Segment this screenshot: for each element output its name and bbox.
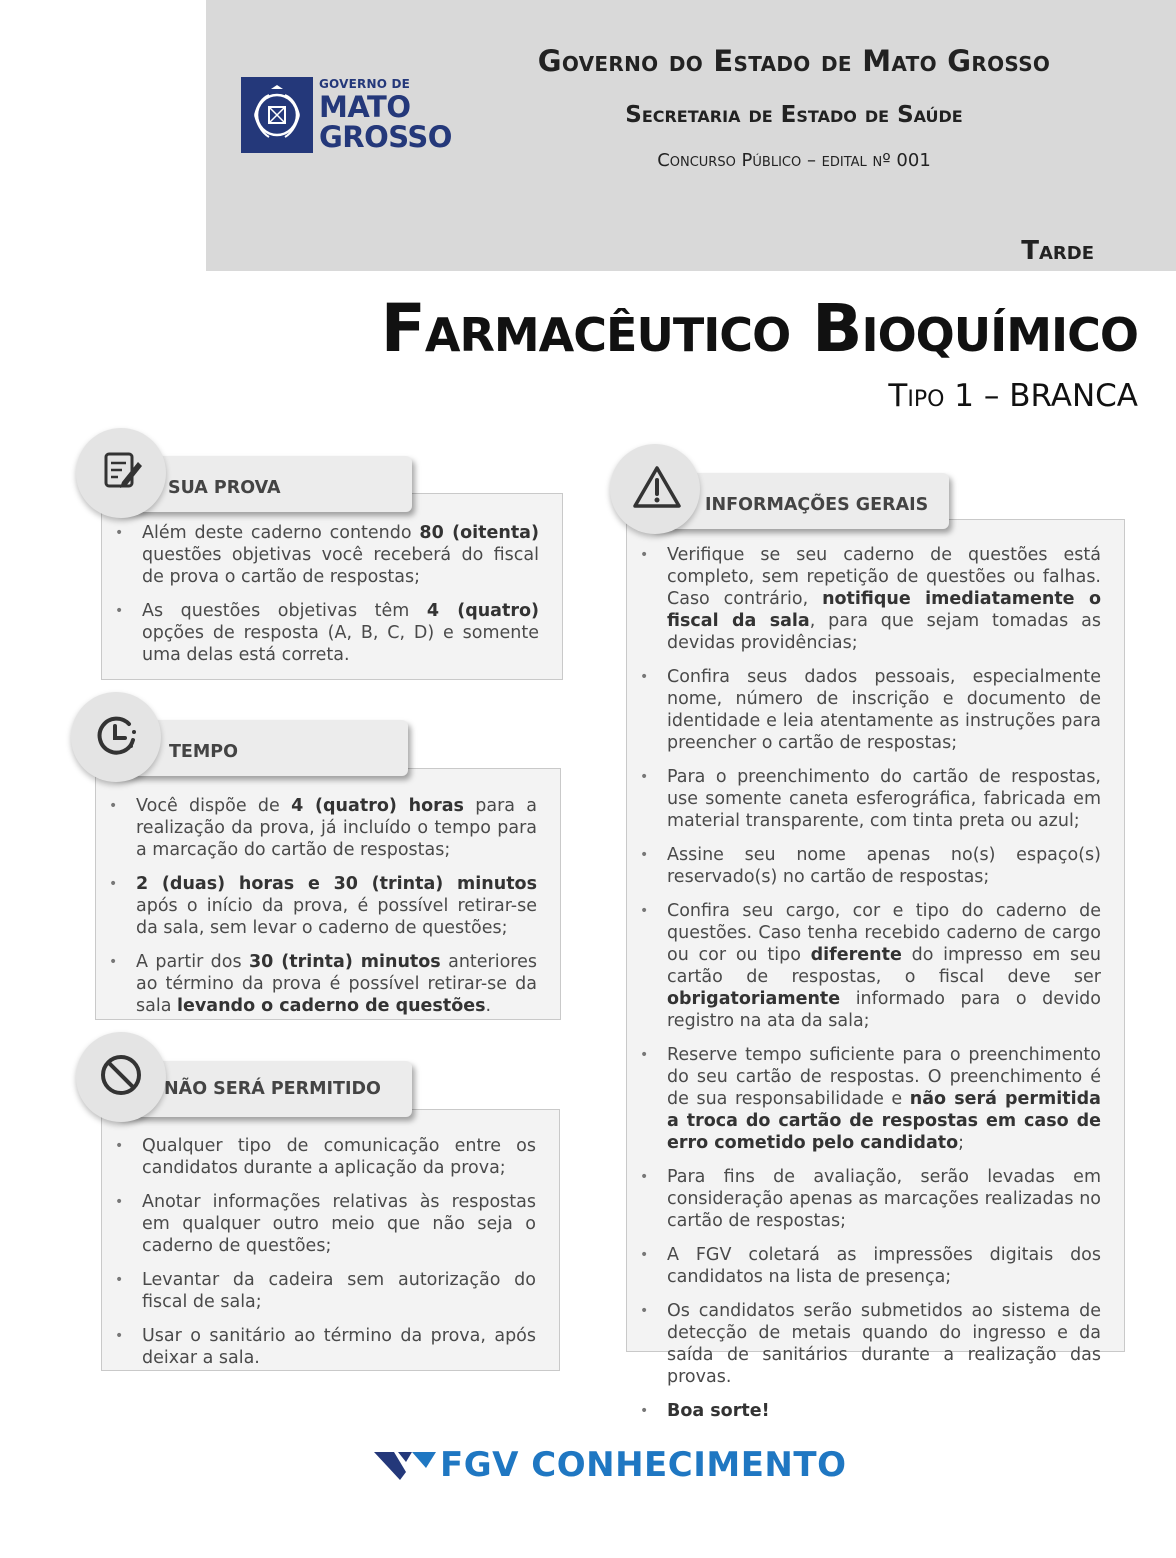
item-bold-text: 4 (quatro) horas bbox=[291, 796, 464, 816]
list-item bbox=[667, 900, 1101, 1032]
informacoes-title: INFORMAÇÕES GERAIS bbox=[705, 495, 929, 515]
secretariat-title: Secretaria de Estado de Saúde bbox=[625, 102, 963, 128]
exam-type: Tipo 1 – BRANCA bbox=[888, 378, 1138, 414]
list-item bbox=[667, 766, 1101, 832]
item-text: , para que sejam tomadas as devidas providências; bbox=[667, 611, 1101, 653]
list-item bbox=[667, 1044, 1101, 1154]
logo-line2: GROSSO bbox=[319, 120, 452, 154]
edital-line: Concurso Público – edital nº 001 bbox=[657, 150, 931, 171]
item-bold-text: notifique imediatamente o fiscal da sala bbox=[667, 589, 1101, 631]
tempo-badge bbox=[71, 692, 161, 782]
item-text: Assine seu nome apenas no(s) espaço(s) reservado(s) no cartão de respostas; bbox=[667, 845, 1101, 887]
item-text: A FGV coletará as impressões digitais dos candidatos na lista de presença; bbox=[667, 1245, 1101, 1287]
list-item: • Anotar informações relativas às respostas em qualquer outro meio que não seja o caderno de questões; bbox=[142, 1191, 536, 1257]
list-item: • Qualquer tipo de comunicação entre os candidatos durante a aplicação da prova; bbox=[142, 1135, 536, 1179]
item-bold-text: levando o caderno de questões bbox=[177, 996, 486, 1016]
informacoes-badge bbox=[610, 444, 700, 534]
item-text: Confira seus dados pessoais, especialmente nome, número de inscrição e documento de identidade e leia atentamente as instruções para preencher o cartão de respostas; bbox=[667, 667, 1101, 753]
list-item bbox=[142, 522, 539, 588]
edit-document-icon bbox=[98, 448, 144, 494]
item-bold-text: 30 (trinta) minutos bbox=[248, 952, 441, 972]
item-text: para a realização da prova, já incluído o tempo para a marcação do cartão de respostas; bbox=[136, 796, 537, 860]
item-text: opções de resposta (A, B, C, D) e somente uma delas está correta. bbox=[142, 623, 539, 665]
list-item bbox=[667, 666, 1101, 754]
nao-permitido-badge bbox=[76, 1032, 166, 1122]
list-item bbox=[136, 795, 537, 861]
item-text: anteriores ao término da prova é possível retirar-se da sala bbox=[136, 952, 537, 1016]
job-title: Farmacêutico Bioquímico bbox=[380, 290, 1138, 367]
list-item bbox=[667, 1300, 1101, 1388]
item-text: Confira seu cargo, cor e tipo do caderno de questões. Caso tenha recebido caderno de cargo ou cor ou tipo bbox=[667, 901, 1101, 965]
item-bold-text: 4 (quatro) bbox=[426, 601, 539, 621]
item-text: Reserve tempo suficiente para o preenchimento do seu cartão de respostas. O preenchimento é de sua responsabilidade e bbox=[667, 1045, 1101, 1109]
prohibited-icon bbox=[98, 1052, 144, 1098]
tempo-title: TEMPO bbox=[169, 742, 239, 762]
logo-small-text: GOVERNO DE bbox=[319, 77, 411, 91]
item-text: Os candidatos serão submetidos ao sistema de detecção de metais quando do ingresso e da saída de sanitários durante a realização das provas. bbox=[667, 1301, 1101, 1387]
list-item: • Levantar da cadeira sem autorização do fiscal de sala; bbox=[142, 1269, 536, 1313]
list-item bbox=[667, 1244, 1101, 1288]
list-item bbox=[667, 1166, 1101, 1232]
item-text: questões objetivas você receberá do fiscal de prova o cartão de respostas; bbox=[142, 545, 539, 587]
item-text: Você dispõe de bbox=[136, 796, 292, 816]
informacoes-panel bbox=[626, 519, 1125, 1421]
item-text: ; bbox=[958, 1133, 965, 1153]
item-bold-text: não será permitida a troca do cartão de respostas em caso de erro cometido pelo candidato bbox=[667, 1089, 1101, 1153]
item-bold-text: 80 (oitenta) bbox=[419, 523, 539, 543]
list-item bbox=[136, 951, 537, 1017]
sua-prova-panel bbox=[101, 493, 563, 680]
item-bold-text: diferente bbox=[810, 945, 902, 965]
item-text: Para fins de avaliação, serão levadas em consideração apenas as marcações realizadas no cartão de respostas; bbox=[667, 1167, 1101, 1231]
exam-shift: Tarde bbox=[1021, 236, 1094, 266]
item-text: . bbox=[485, 996, 492, 1016]
sua-prova-badge bbox=[76, 428, 166, 518]
item-text: A partir dos bbox=[136, 952, 249, 972]
warning-triangle-icon bbox=[632, 464, 682, 510]
item-text: do impresso em seu cartão de respostas, o fiscal deve ser bbox=[667, 945, 1101, 987]
list-item bbox=[667, 844, 1101, 888]
clock-history-icon bbox=[93, 712, 139, 758]
sua-prova-title: SUA PROVA bbox=[168, 478, 281, 498]
list-item bbox=[136, 873, 537, 939]
list-item bbox=[667, 1400, 1101, 1422]
item-text: Verifique se seu caderno de questões está completo, sem repetição de questões ou falhas. Caso contrário, bbox=[667, 545, 1101, 609]
coat-of-arms-icon bbox=[241, 77, 313, 153]
fgv-brand-text: FGV CONHECIMENTO bbox=[440, 1445, 847, 1485]
list-item bbox=[142, 600, 539, 666]
fgv-logo-icon bbox=[372, 1444, 438, 1488]
government-title: Governo do Estado de Mato Grosso bbox=[537, 44, 1051, 78]
item-text: após o início da prova, é possível retirar-se da sala, sem levar o caderno de questões; bbox=[136, 896, 537, 938]
tempo-panel bbox=[95, 768, 561, 1020]
item-text: As questões objetivas têm bbox=[142, 601, 427, 621]
item-bold-text: 2 (duas) horas e 30 (trinta) minutos bbox=[136, 874, 537, 894]
logo-line1: MATO bbox=[319, 90, 411, 124]
item-text: Para o preenchimento do cartão de respostas, use somente caneta esferográfica, fabricada em material transparente, com tinta preta ou azul; bbox=[667, 767, 1101, 831]
nao-permitido-title: NÃO SERÁ PERMITIDO bbox=[164, 1079, 381, 1099]
item-text: Além deste caderno contendo bbox=[142, 523, 420, 543]
item-text: informado para o devido registro na ata da sala; bbox=[667, 989, 1101, 1031]
item-bold-text: obrigatoriamente bbox=[667, 989, 841, 1009]
list-item: • Usar o sanitário ao término da prova, após deixar a sala. bbox=[142, 1325, 536, 1369]
nao-permitido-panel bbox=[101, 1109, 560, 1371]
item-bold-text: Boa sorte! bbox=[667, 1401, 770, 1421]
list-item bbox=[667, 544, 1101, 654]
